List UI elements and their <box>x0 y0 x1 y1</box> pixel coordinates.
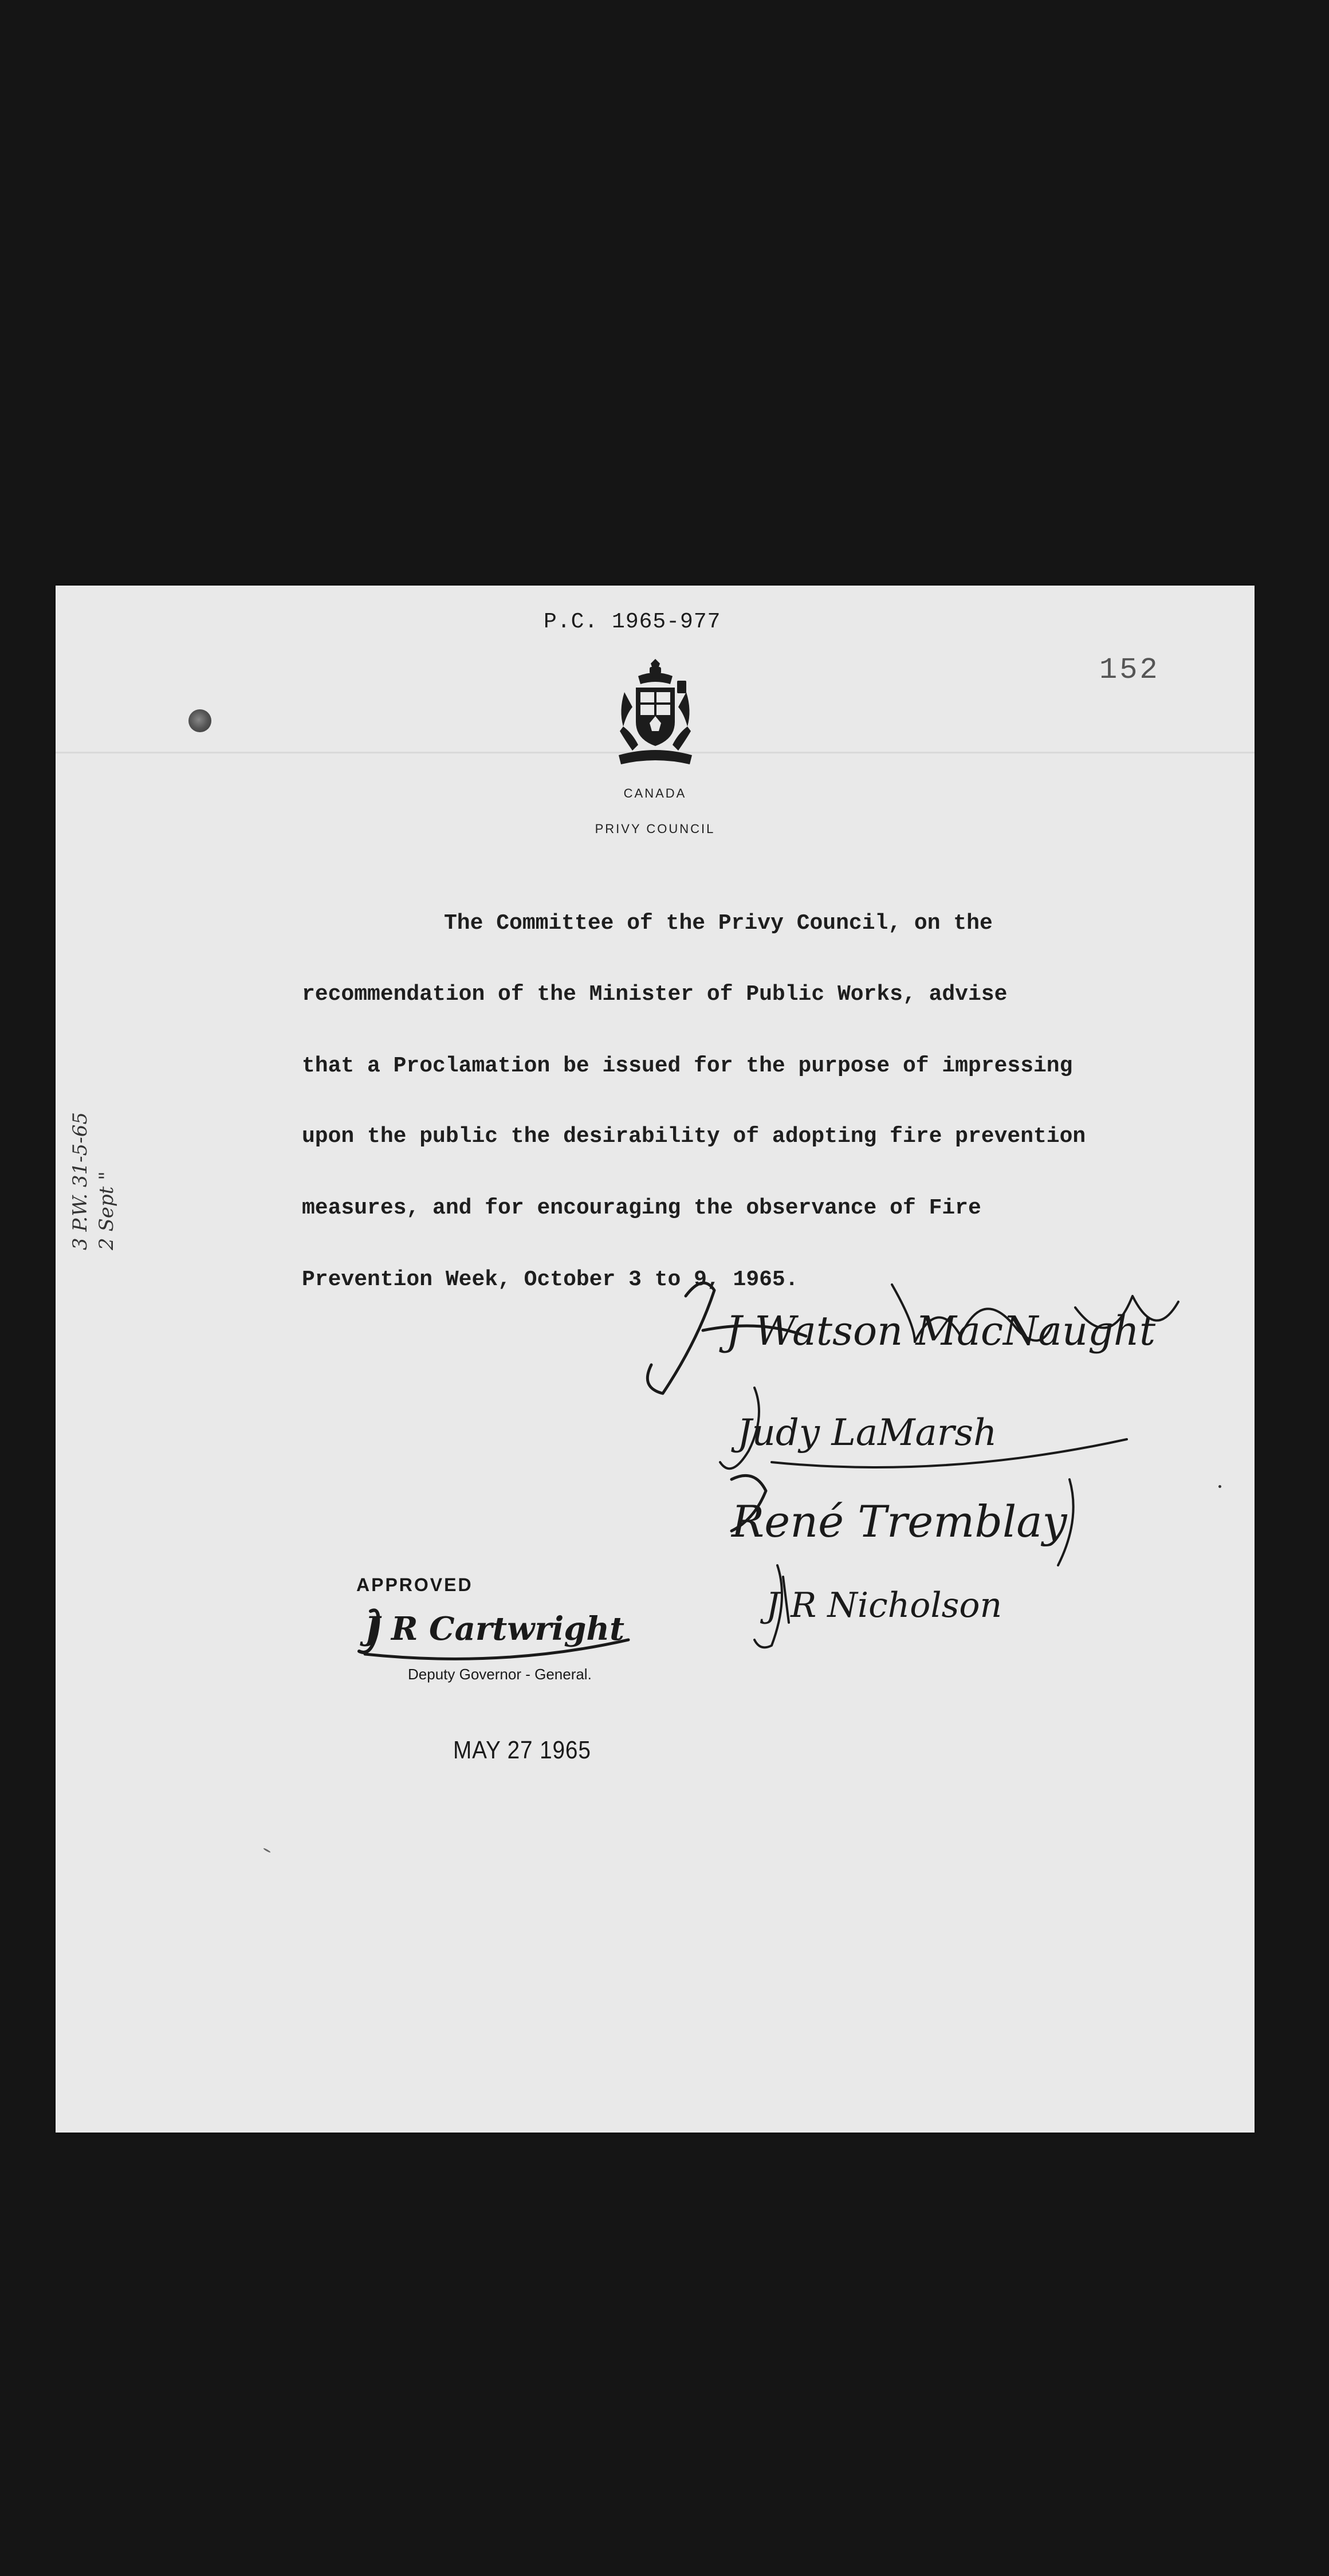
body-line-3: that a Proclamation be issued for the purpose of impressing <box>302 1054 1073 1078</box>
canada-coat-of-arms-icon <box>615 659 695 768</box>
body-line-2: recommendation of the Minister of Public Works, advise <box>302 982 1008 1007</box>
margin-annotation <box>67 1112 120 1250</box>
body-line-4: upon the public the desirability of adopting fire prevention <box>302 1124 1086 1149</box>
crest-caption-canada: CANADA <box>623 786 687 800</box>
signature-minister-2-text: Judy LaMarsh <box>737 1412 997 1454</box>
approval-date-stamp: MAY 27 1965 <box>453 1736 591 1764</box>
approved-label: APPROVED <box>356 1574 473 1595</box>
body-line-1: The Committee of the Privy Council, on the <box>444 911 993 936</box>
punch-hole <box>188 709 211 732</box>
paper-mark <box>263 1848 271 1854</box>
document-page <box>56 586 1255 2133</box>
deputy-governor-signature <box>353 1600 651 1668</box>
crest-caption-privy-council: PRIVY COUNCIL <box>595 822 715 836</box>
deputy-governor-signature-text: J R Cartwright <box>365 1610 624 1648</box>
body-line-5: measures, and for encouraging the observance of Fire <box>302 1196 981 1220</box>
margin-annotation-line-2: 2 Sept " <box>95 1171 118 1250</box>
signature-minister-3-text: René Tremblay <box>732 1496 1067 1547</box>
order-in-council-number: P.C. 1965-977 <box>544 610 721 634</box>
page-number: 152 <box>1099 653 1160 687</box>
signature-minister-4-text: J R Nicholson <box>766 1585 1002 1625</box>
signature-minister-1-text: J Watson MacNaught <box>726 1307 1156 1354</box>
paper-speck <box>1218 1485 1221 1488</box>
body-line-6: Prevention Week, October 3 to 9, 1965. <box>302 1267 799 1292</box>
margin-annotation-line-1: 3 P.W. 31-5-65 <box>69 1112 92 1250</box>
signature-minister-4 <box>743 1554 1064 1668</box>
deputy-governor-general-title: Deputy Governor - General. <box>408 1666 592 1683</box>
